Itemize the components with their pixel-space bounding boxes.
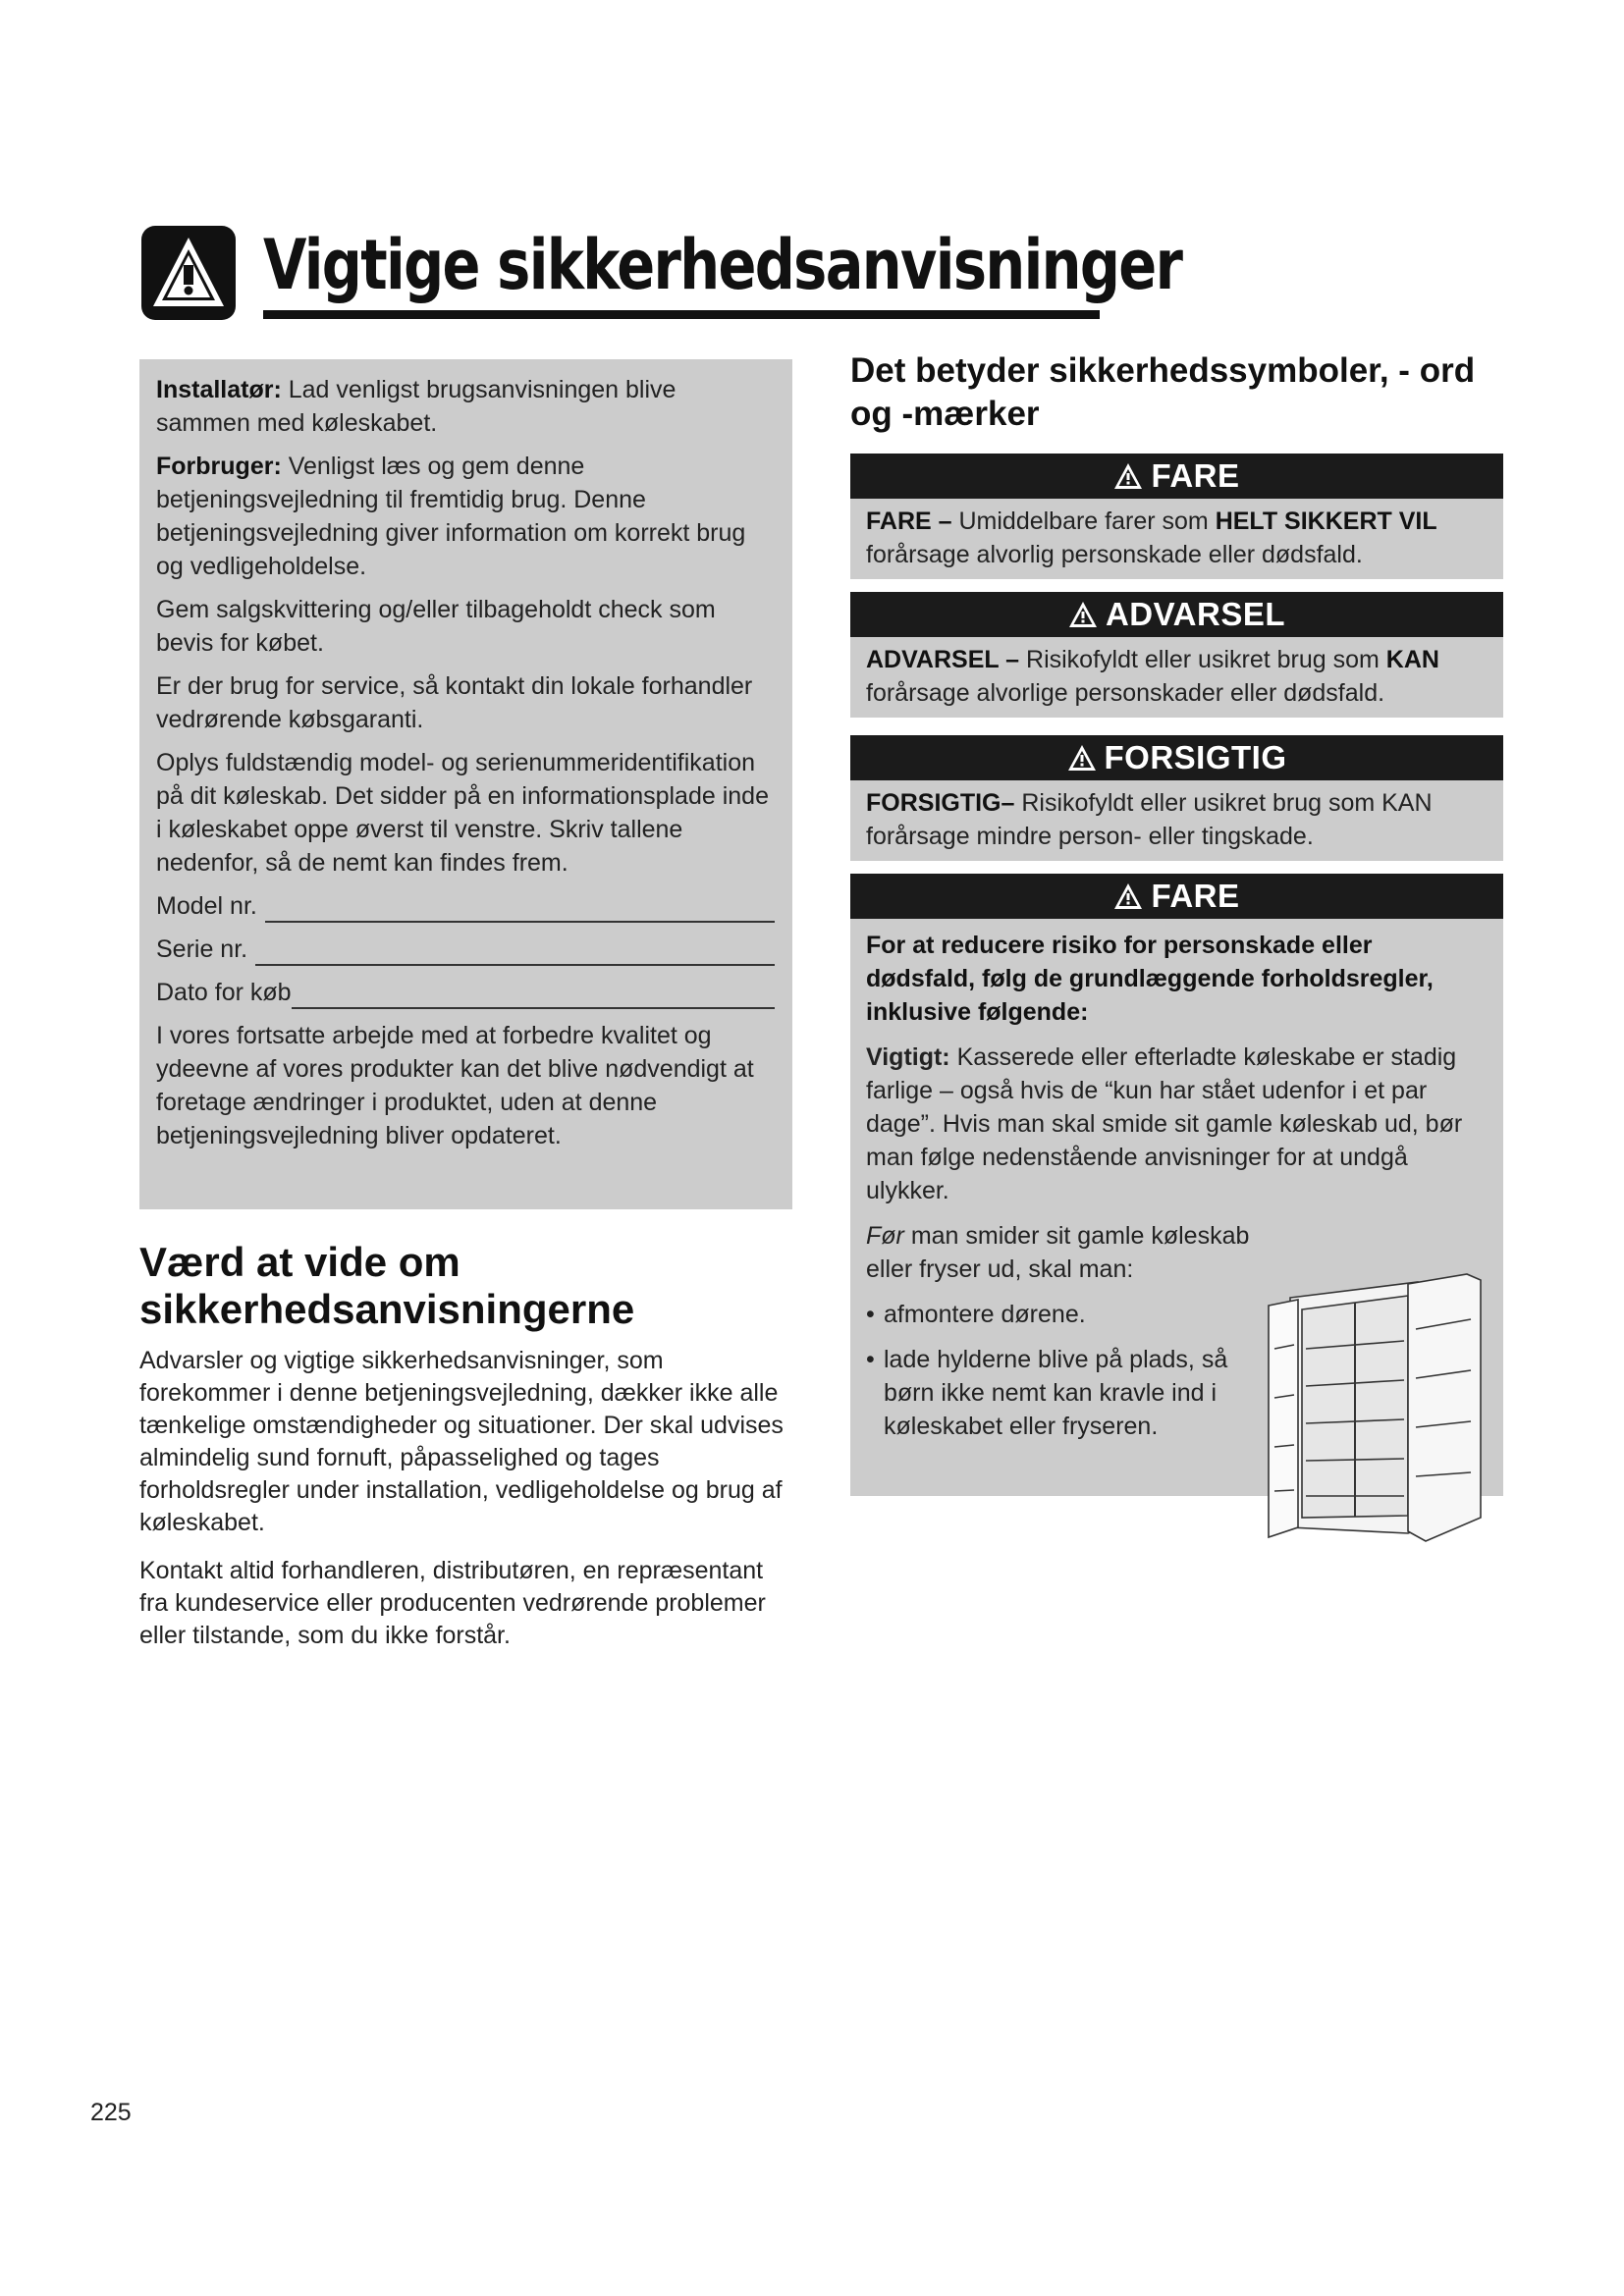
page-number: 225	[90, 2099, 132, 2126]
update-note-paragraph: I vores fortsatte arbejde med at forbedre kvalitet og ydeevne af vores produkter kan det blive nødvendigt at foretage ændringer i produktet, uden at denne betjeningsvejledning bliver opdateret.	[156, 1022, 754, 1149]
alert-triangle-icon	[1067, 744, 1097, 772]
model-number-field[interactable]	[156, 889, 775, 923]
alert-triangle-icon	[1113, 462, 1143, 490]
important-paragraph: Vigtigt: Kasserede eller efterladte køleskabe er stadig farlige – også hvis de “kun har stået udenfor i et par dage”. Hvis man skal smide sit gamle køleskab ud, bør man følge nedenstående anvisninger for at undgå ulykker.	[866, 1043, 1463, 1204]
consumer-paragraph: Forbruger: Venligst læs og gem denne betjeningsvejledning til fremtidig brug. Denne betjeningsvejledning giver information om korrekt brug og vedligeholdelse.	[156, 453, 746, 580]
purchase-date-field[interactable]	[156, 976, 775, 1009]
list-item: • afmontere dørene.	[866, 1301, 1086, 1328]
page-title: Vigtige sikkerhedsanvisninger	[263, 225, 1182, 305]
serial-number-label: Serie nr.	[156, 935, 248, 963]
list-item: • lade hylderne blive på plads, så børn ikke nemt kan kravle ind i køleskabet eller fryseren.	[866, 1346, 1228, 1440]
fare-disposal-content	[850, 919, 1503, 1496]
refrigerator-illustration	[1261, 1270, 1482, 1545]
know-paragraph-2: Kontakt altid forhandleren, distributøren, en repræsentant fra kundeservice eller producenten vedrørende problemer eller tilstande, som du ikke forstår.	[139, 1557, 766, 1649]
before-paragraph: Før man smider sit gamle køleskab eller fryser ud, skal man:	[866, 1222, 1250, 1283]
know-section-body	[139, 1345, 797, 1668]
alert-triangle-icon	[1068, 601, 1098, 628]
fare-signal-bar: FARE	[850, 454, 1503, 499]
title-underline	[263, 310, 1100, 319]
advarsel-signal-text: ADVARSEL – Risikofyldt eller usikret brug som KAN forårsage alvorlige personskader eller dødsfald.	[850, 637, 1503, 718]
advarsel-signal-box	[850, 592, 1503, 718]
fare-disposal-bar: FARE	[850, 874, 1503, 919]
forsigtig-signal-bar: FORSIGTIG	[850, 735, 1503, 780]
page-header	[137, 218, 1182, 326]
installer-consumer-box	[139, 359, 792, 1209]
fare-disposal-box	[850, 874, 1503, 1496]
model-info-paragraph: Oplys fuldstændig model- og serienummeridentifikation på dit køleskab. Det sidder på en informationsplade inde i køleskabet oppe øverst til venstre. Skriv tallene nedenfor, så de nemt kan findes frem.	[156, 749, 769, 877]
fare-signal-text: FARE – Umiddelbare farer som HELT SIKKERT VIL forårsage alvorlig personskade eller dødsfald.	[850, 499, 1503, 579]
alert-triangle-icon	[1113, 882, 1143, 910]
warning-triangle-icon	[137, 222, 240, 324]
forsigtig-signal-box	[850, 735, 1503, 861]
know-section-heading: Værd at vide om sikkerhedsanvisningerne	[139, 1239, 635, 1332]
serial-number-field[interactable]	[156, 933, 775, 966]
model-number-label: Model nr.	[156, 892, 257, 920]
installer-paragraph: Installatør: Lad venligst brugsanvisningen blive sammen med køleskabet.	[156, 376, 677, 437]
advarsel-signal-bar: ADVARSEL	[850, 592, 1503, 637]
receipt-paragraph: Gem salgskvittering og/eller tilbageholdt check som bevis for købet.	[156, 596, 716, 657]
service-paragraph: Er der brug for service, så kontakt din lokale forhandler vedrørende købsgaranti.	[156, 672, 753, 733]
know-paragraph-1: Advarsler og vigtige sikkerhedsanvisninger, som forekommer i denne betjeningsvejledning, dækker ikke alle tænkelige omstændigheder og situationer. Der skal udvises almindelig sund fornuft, påpasselighed og tages forholdsregler under installation, vedligeholdelse og brug af køleskabet.	[139, 1347, 784, 1536]
symbols-section-heading: Det betyder sikkerhedssymboler, - ord og -mærker	[850, 351, 1476, 433]
forsigtig-signal-text: FORSIGTIG– Risikofyldt eller usikret brug som KAN forårsage mindre person- eller tingskade.	[850, 780, 1503, 861]
fare-signal-box	[850, 454, 1503, 579]
fare-disposal-lead: For at reducere risiko for personskade eller dødsfald, følg de grundlæggende forholdsregler, inklusive følgende:	[866, 932, 1434, 1026]
purchase-date-label: Dato for køb	[156, 979, 292, 1006]
